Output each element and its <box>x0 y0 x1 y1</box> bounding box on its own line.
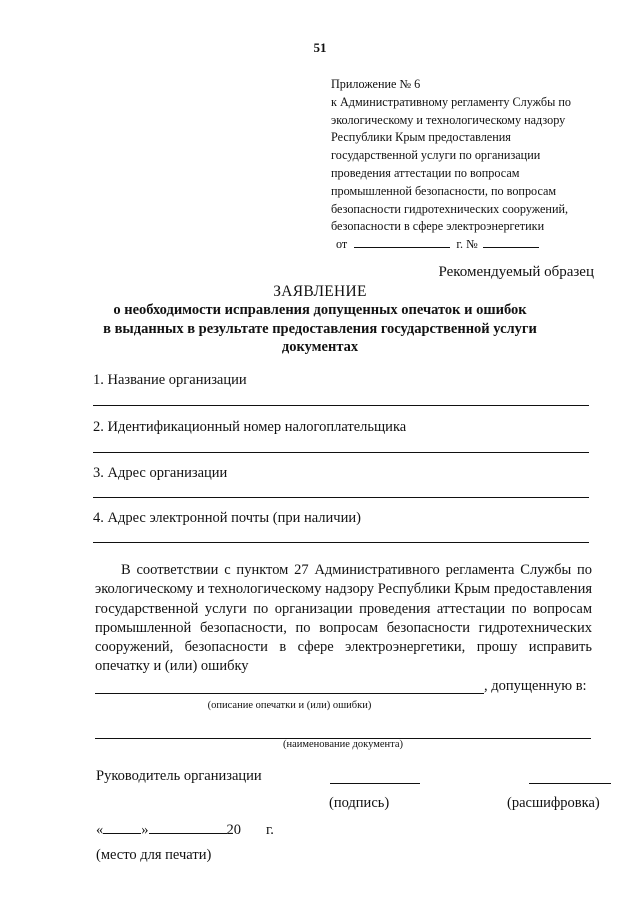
subtitle-line: о необходимости исправления допущенных опечаток и ошибок <box>113 302 527 318</box>
error-suffix-text: , допущенную в: <box>484 678 587 694</box>
date-row <box>96 821 274 839</box>
field-address-label: 3. Адрес организации <box>93 465 228 481</box>
month-blank[interactable] <box>149 821 227 834</box>
document-name-caption: (наименование документа) <box>282 739 404 750</box>
error-description-caption: (описание опечатки и (или) ошибки) <box>207 700 372 711</box>
request-paragraph-text: В соответствии с пунктом 27 Административного регламента Службы по экологическому и технологическому надзору Республики Крым предоставления государственной услуги по организации проведения аттестации по вопросам промышленной безопасности, по вопросам безопасности гидротехнических сооружений, безопасности в сфере электроэнергетики, прошу исправить опечатку и (или) ошибку <box>95 562 592 675</box>
decode-line[interactable] <box>529 783 611 784</box>
field-inn-line[interactable] <box>93 452 589 453</box>
open-quote: « <box>96 822 104 838</box>
field-email-line[interactable] <box>93 542 589 543</box>
decode-caption: (расшифровка) <box>507 795 600 811</box>
appendix-line: безопасности в сфере электроэнергетики <box>331 219 545 234</box>
appendix-line: Приложение № 6 <box>331 77 421 91</box>
year-suffix: г. <box>266 822 274 838</box>
appendix-line: Республики Крым предоставления <box>331 130 511 145</box>
sample-label: Рекомендуемый образец <box>438 264 594 280</box>
signature-line[interactable] <box>330 783 420 784</box>
appendix-line: экологическому и технологическому надзору <box>331 112 566 127</box>
date-prefix: от <box>336 237 348 251</box>
year-prefix: 20 <box>226 822 241 838</box>
appendix-line: государственной услуги по организации <box>331 148 541 163</box>
document-subtitle <box>0 301 640 357</box>
document-title: ЗАЯВЛЕНИЕ <box>273 283 367 300</box>
appendix-line: безопасности гидротехнических сооружений, <box>331 201 569 216</box>
appendix-line: промышленной безопасности, по вопросам <box>331 183 557 198</box>
page-number: 51 <box>313 40 327 55</box>
day-blank[interactable] <box>103 821 141 834</box>
close-quote: » <box>141 822 149 838</box>
date-blank[interactable] <box>354 236 450 248</box>
subtitle-line: в выданных в результате предоставления государственной услуги <box>103 320 537 337</box>
appendix-date-line <box>336 236 539 252</box>
field-email-label: 4. Адрес электронной почты (при наличии) <box>93 510 361 526</box>
appendix-line: проведения аттестации по вопросам <box>331 165 520 180</box>
number-blank[interactable] <box>483 236 539 248</box>
head-of-organization-label: Руководитель организации <box>96 768 262 784</box>
field-organization-name-line[interactable] <box>93 405 589 406</box>
field-address-line[interactable] <box>93 497 589 498</box>
error-description-line[interactable] <box>95 693 484 694</box>
appendix-line: к Административному регламенту Службы по <box>331 94 571 109</box>
field-inn-label: 2. Идентификационный номер налогоплательщика <box>93 419 407 435</box>
stamp-place-label: (место для печати) <box>96 847 212 863</box>
number-prefix: г. № <box>456 237 478 251</box>
request-paragraph <box>95 561 592 677</box>
field-organization-name-label: 1. Название организации <box>93 372 247 388</box>
subtitle-line: документах <box>281 339 359 355</box>
appendix-header <box>331 76 571 236</box>
signature-caption: (подпись) <box>329 795 390 811</box>
